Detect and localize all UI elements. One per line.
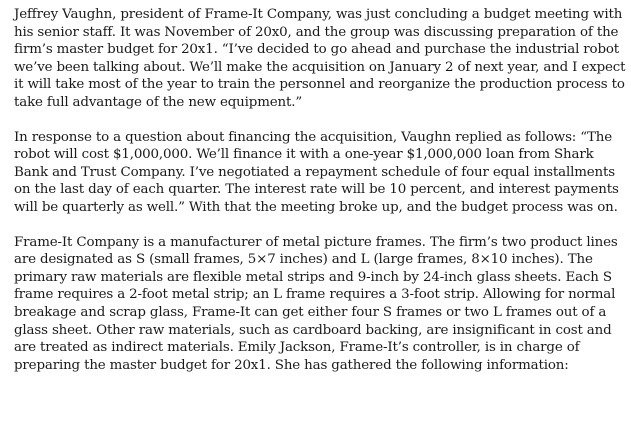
paragraph-company-info: Frame-It Company is a manufacturer of metal picture frames. The firm’s two product lines are designated as S (small frames, 5×7 inches) and L (large frames, 8×10 inches). The primary raw materials are flexible metal strips and 9-inch by 24-inch glass sheets. Each S frame requires a 2-foot metal strip; an L frame requires a 3-foot strip. Allowing for normal breakage and scrap glass, Frame-It can get either four S frames or two L frames out of a glass sheet. Other raw materials, such as cardboard backing, are insignificant in cost and are treated as indirect materials. Emily Jackson, Frame-It’s controller, is in charge of preparing the master budget for 20x1. She has gathered the following information: [14,234,618,373]
document-body [14,6,626,374]
paragraph-meeting: Jeffrey Vaughn, president of Frame-It Company, was just concluding a budget meeting with his senior staff. It was November of 20x0, and the group was discussing preparation of the firm’s master budget for 20x1. “I’ve decided to go ahead and purchase the industrial robot we’ve been talking about. We’ll make the acquisition on January 2 of next year, and I expect it will take most of the year to train the personnel and reorganize the production process to take full advantage of the new equipment.” [14,7,626,110]
paragraph-financing: In response to a question about financing the acquisition, Vaughn replied as follows: “The robot will cost $1,000,000. We’ll finance it with a one-year $1,000,000 loan from Shark Bank and Trust Company. I’ve negotiated a repayment schedule of four equal installments on the last day of each quarter. The interest rate will be 10 percent, and interest payments will be quarterly as well.” With that the meeting broke up, and the budget process was on. [14,129,619,215]
